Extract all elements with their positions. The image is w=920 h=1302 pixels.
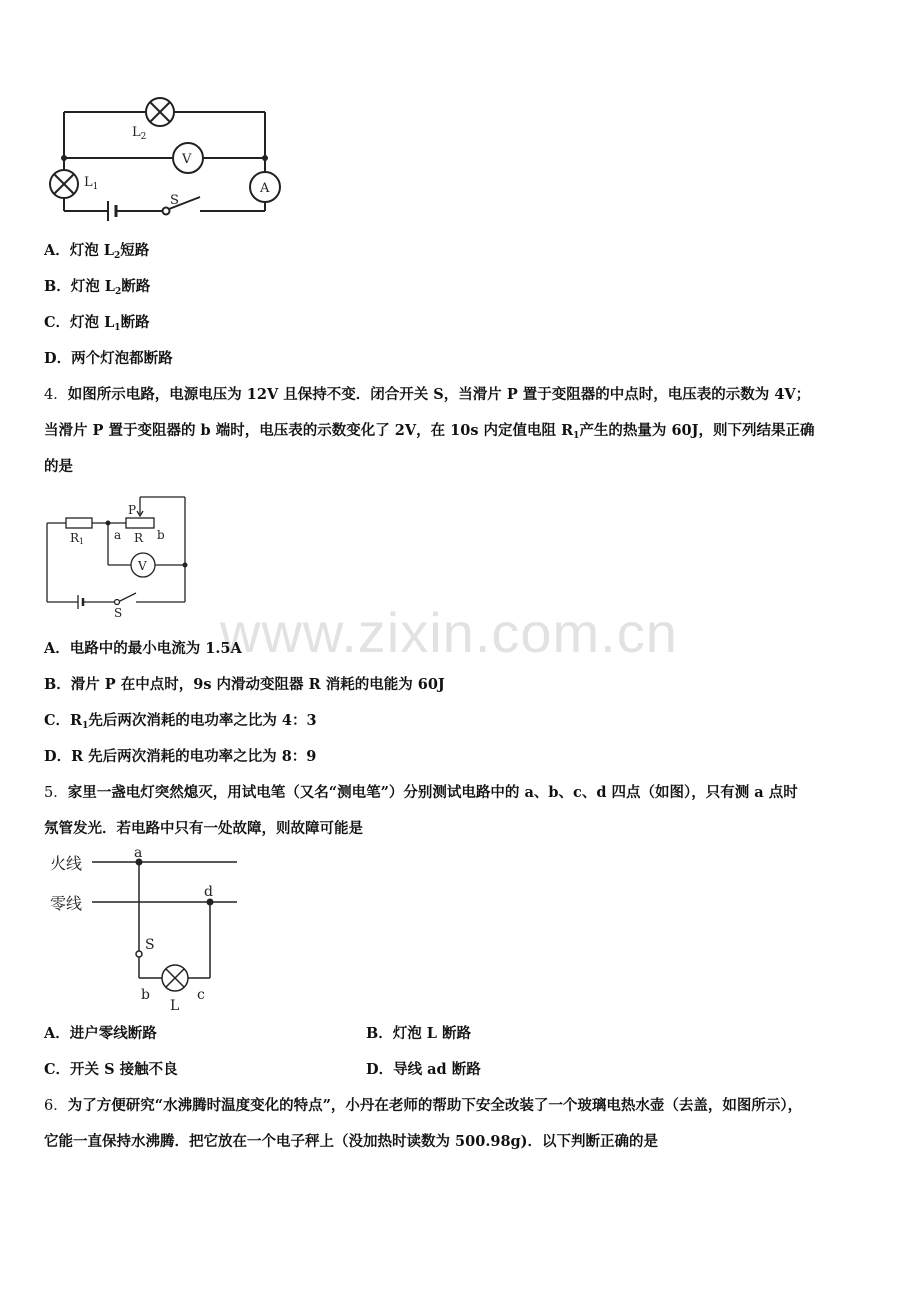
switch-s-label: S bbox=[145, 937, 155, 953]
lamp-l-label: L bbox=[170, 998, 180, 1014]
q6-line-2: 它能一直保持水沸腾．把它放在一个电子秤上（没加热时读数为 500.98g)．以下判断正确的是 bbox=[44, 1133, 659, 1150]
q4-line-3: 的是 bbox=[44, 458, 73, 475]
neutral-wire-label: 零线 bbox=[50, 894, 83, 913]
circuit-figure-2 bbox=[44, 492, 204, 620]
rheostat-label: R bbox=[134, 531, 144, 545]
q4-line-2: 当滑片 P 置于变阻器的 b 端时，电压表的示数变化了 2V，在 10s 内定值电阻 $R_1$产生的热量为 60J，则下列结果正确 bbox=[44, 422, 815, 441]
q5-line-1: 5．家里一盏电灯突然熄灭，用试电笔（又名“测电笔”）分别测试电路中的 a、b、c、d 四点（如图），只有测 a 点时 bbox=[44, 784, 798, 801]
ammeter-label: A bbox=[260, 181, 270, 196]
point-c-label: c bbox=[197, 987, 205, 1003]
fire-wire-label: 火线 bbox=[50, 854, 83, 873]
switch-label-2: S bbox=[114, 606, 123, 620]
terminal-a-label: a bbox=[114, 528, 122, 542]
terminal-b-label: b bbox=[157, 528, 165, 542]
q3-option-c: C．灯泡 $L_1$断路 bbox=[44, 314, 150, 333]
q3-option-a: A．灯泡 $L_2$短路 bbox=[44, 242, 150, 261]
q4-line-1: 4．如图所示电路，电源电压为 12V 且保持不变．闭合开关 S，当滑片 P 置于变阻器的中点时，电压表的示数为 4V； bbox=[44, 386, 811, 403]
r1-label: R1 bbox=[70, 531, 85, 546]
circuit-figure-1 bbox=[40, 92, 280, 222]
q5-option-b: B．灯泡 L 断路 bbox=[366, 1025, 472, 1042]
slider-p-label: P bbox=[128, 503, 137, 517]
q3-option-d: D．两个灯泡都断路 bbox=[44, 350, 173, 367]
l2-label: $L_2$ bbox=[132, 125, 147, 142]
q3-option-b: B．灯泡 $L_2$断路 bbox=[44, 278, 151, 297]
watermark: www.zixin.com.cn bbox=[220, 601, 678, 664]
q5-option-d: D．导线 ad 断路 bbox=[366, 1061, 481, 1078]
q6-line-1: 6．为了方便研究“水沸腾时温度变化的特点”，小丹在老师的帮助下安全改装了一个玻璃电热水壶（去盖，如图所示）， bbox=[44, 1097, 803, 1114]
point-b-label: b bbox=[141, 987, 150, 1003]
voltmeter-label: V bbox=[182, 152, 192, 167]
q5-line-2: 氖管发光．若电路中只有一处故障，则故障可能是 bbox=[44, 820, 363, 837]
point-d-label: d bbox=[204, 884, 213, 900]
q5-option-c: C．开关 S 接触不良 bbox=[44, 1061, 178, 1078]
circuit-figure-3 bbox=[44, 846, 254, 1016]
q4-option-b: B．滑片 P 在中点时，9s 内滑动变阻器 R 消耗的电能为 60J bbox=[44, 676, 445, 693]
voltmeter-label-2: V bbox=[138, 559, 147, 573]
switch-label: S bbox=[170, 193, 179, 208]
point-a-label: a bbox=[134, 845, 143, 861]
q5-option-a: A．进户零线断路 bbox=[44, 1025, 157, 1042]
l1-label: $L_1$ bbox=[84, 175, 99, 192]
q4-option-c: C．$R_1$先后两次消耗的电功率之比为 4：3 bbox=[44, 712, 317, 731]
q4-option-d: D．R 先后两次消耗的电功率之比为 8：9 bbox=[44, 748, 317, 765]
q4-option-a: A．电路中的最小电流为 1.5A bbox=[44, 640, 242, 657]
